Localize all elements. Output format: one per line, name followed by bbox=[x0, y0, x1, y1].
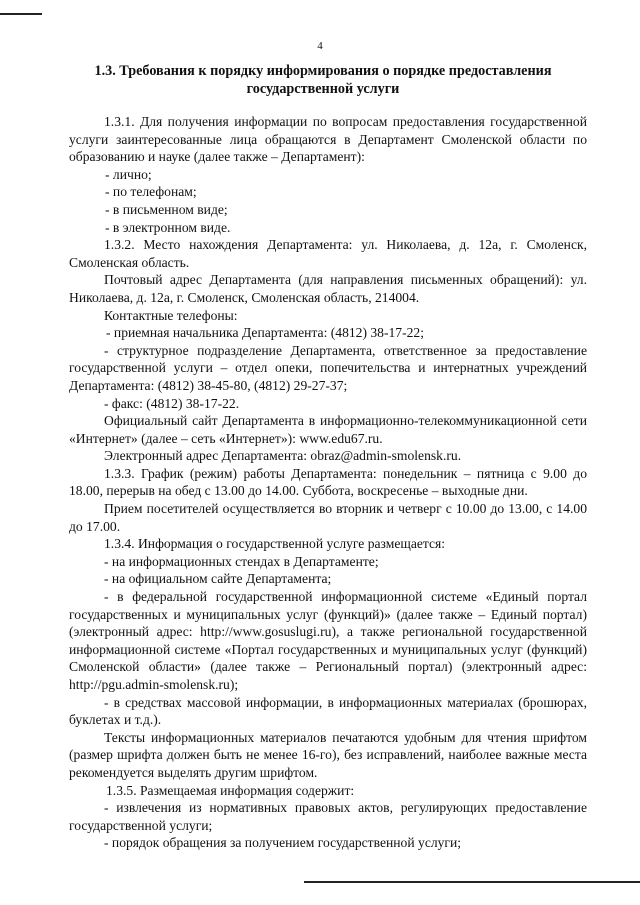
paragraph: 1.3.2. Место нахождения Департамента: ул. Николаева, д. 12а, г. Смоленск, Смоленская область. bbox=[69, 237, 587, 270]
paragraph: Контактные телефоны: bbox=[104, 307, 238, 323]
paragraph: - в федеральной государственной информационной системе «Единый портал государственных и муниципальных услуг (функций)» (далее также – Единый портал) (электронный адрес: http://www.gosuslugi.ru), а также региональной государственной информационной системе «Портал государственных и муниципальных услуг (функций) Смоленской области» (далее также – Региональный портал) (электронный адрес: http://pgu.admin-smolensk.ru); bbox=[69, 589, 587, 692]
paragraph: - в электронном виде. bbox=[105, 219, 231, 235]
paragraph: Тексты информационных материалов печатаются удобным для чтения шрифтом (размер шрифта должен быть не менее 16-го), без исправлений, наиболее важные места рекомендуется выделять другим шрифтом. bbox=[69, 729, 587, 780]
paragraph: - лично; bbox=[105, 166, 152, 182]
paragraph: - структурное подразделение Департамента, ответственное за предоставление государственной услуги – отдел опеки, попечительства и интернатных учреждений Департамента: (4812) 38-45-80, (4812) 29-27-37; bbox=[69, 342, 587, 393]
paragraph: Прием посетителей осуществляется во вторник и четверг с 10.00 до 13.00, с 14.00 до 17.00. bbox=[69, 501, 587, 534]
paragraph: - в средствах массовой информации, в информационных материалах (брошюрах, буклетах и т.д.). bbox=[69, 694, 587, 728]
section-heading: 1.3. Требования к порядку информирования о порядке предоставления государственной услуги bbox=[94, 63, 552, 97]
paragraph: 1.3.3. График (режим) работы Департамента: понедельник – пятница с 9.00 до 18.00, перерыв на обед с 13.00 до 14.00. Суббота, воскресенье – выходные дни. bbox=[69, 465, 587, 499]
paragraph: - извлечения из нормативных правовых актов, регулирующих предоставление государственной услуги; bbox=[69, 800, 587, 833]
paragraph: - факс: (4812) 38-17-22. bbox=[104, 395, 240, 411]
paragraph: - на официальном сайте Департамента; bbox=[104, 571, 332, 587]
page-number: 4 bbox=[317, 40, 323, 52]
paragraph: 1.3.4. Информация о государственной услуге размещается: bbox=[104, 536, 446, 552]
paragraph: Почтовый адрес Департамента (для направления письменных обращений): ул. Николаева, д. 12а, г. Смоленск, Смоленская область, 214004. bbox=[69, 272, 587, 305]
paragraph: - в письменном виде; bbox=[105, 201, 228, 217]
document-body bbox=[69, 113, 587, 852]
scan-edge-line-bottom bbox=[304, 881, 640, 883]
paragraph: 1.3.5. Размещаемая информация содержит: bbox=[106, 782, 355, 798]
paragraph: - по телефонам; bbox=[105, 184, 197, 200]
paragraph: Электронный адрес Департамента: obraz@admin-smolensk.ru. bbox=[104, 448, 462, 464]
paragraph: - приемная начальника Департамента: (4812) 38-17-22; bbox=[106, 325, 424, 341]
paragraph: - на информационных стендах в Департаменте; bbox=[104, 553, 379, 569]
paragraph: Официальный сайт Департамента в информационно-телекоммуникационной сети «Интернет» (далее – сеть «Интернет»): www.edu67.ru. bbox=[69, 413, 587, 446]
scan-edge-line-top bbox=[0, 13, 42, 15]
paragraph: 1.3.1. Для получения информации по вопросам предоставления государственной услуги заинтересованные лица обращаются в Департамент Смоленской области по образованию и науке (далее также – Департамент): bbox=[69, 114, 587, 165]
paragraph: - порядок обращения за получением государственной услуги; bbox=[104, 835, 462, 851]
